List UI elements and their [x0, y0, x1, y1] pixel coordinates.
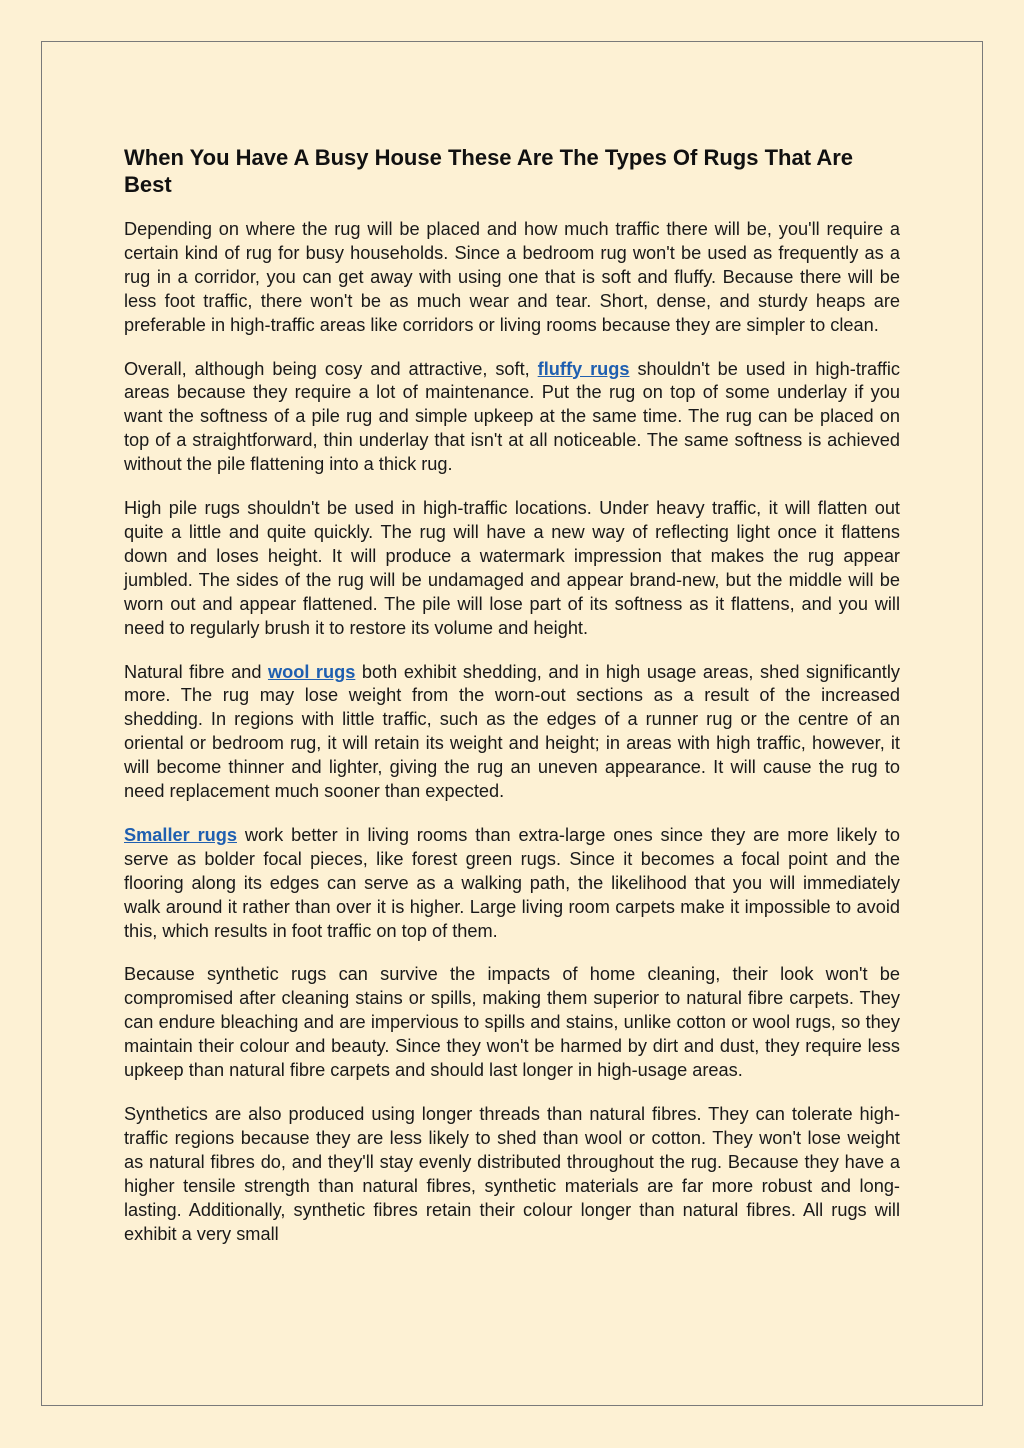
paragraph-6: Because synthetic rugs can survive the impacts of home cleaning, their look won't be compromised after cleaning stains or spills, making them superior to natural fibre carpets. They can endure bleaching and are impervious to spills and stains, unlike cotton or wool rugs, so they maintain their colour and beauty. Since they won't be harmed by dirt and dust, they require less upkeep than natural fibre carpets and should last longer in high-usage areas. [124, 964, 900, 1081]
smaller-rugs-link[interactable]: Smaller rugs [124, 824, 237, 845]
paragraph-2 [124, 358, 900, 478]
paragraph-7: Synthetics are also produced using longer threads than natural fibres. They can tolerate high-traffic regions because they are less likely to shed than wool or cotton. They won't lose weight as natural fibres do, and they'll stay evenly distributed throughout the rug. Because they have a higher tensile strength than natural fibres, synthetic materials are far more robust and long-lasting. Additionally, synthetic fibres retain their colour longer than natural fibres. All rugs will exhibit a very small [124, 1104, 900, 1244]
document-title: When You Have A Busy House These Are The Types Of Rugs That Are Best [124, 145, 853, 197]
wool-rugs-link[interactable]: wool rugs [267, 661, 356, 682]
paragraph-1: Depending on where the rug will be placed and how much traffic there will be, you'll require a certain kind of rug for busy households. Since a bedroom rug won't be used as frequently as a rug in a corridor, you can get away with using one that is soft and fluffy. Because there will be less foot traffic, there won't be as much wear and tear. Short, dense, and sturdy heaps are preferable in high-traffic areas like corridors or living rooms because they are simpler to clean. [124, 219, 900, 335]
document-body [124, 144, 900, 1266]
paragraph-3: High pile rugs shouldn't be used in high-traffic locations. Under heavy traffic, it will flatten out quite a little and quite quickly. The rug will have a new way of reflecting light once it flattens down and loses height. It will produce a watermark impression that makes the rug appear jumbled. The sides of the rug will be undamaged and appear brand-new, but the middle will be worn out and appear flattened. The pile will lose part of its softness as it flattens, and you will need to regularly brush it to restore its volume and height. [124, 498, 900, 638]
paragraph-5 [124, 824, 900, 944]
paragraph-4-text-before: Natural fibre and [124, 661, 268, 682]
paragraph-2-text-before: Overall, although being cosy and attractive, soft, [124, 358, 538, 379]
fluffy-rugs-link[interactable]: fluffy rugs [537, 358, 630, 379]
paragraph-5-text-after: work better in living rooms than extra-large ones since they are more likely to serve as bolder focal pieces, like forest green rugs. Since it becomes a focal point and the flooring along its edges can serve as a walking path, the likelihood that you will immediately walk around it rather than over it is higher. Large living room carpets make it impossible to avoid this, which results in foot traffic on top of them. [124, 824, 900, 941]
paragraph-2-text-after: shouldn't be used in high-traffic areas because they require a lot of maintenance. Put the rug on top of some underlay if you want the softness of a pile rug and simple upkeep at the same time. The rug can be placed on top of a straightforward, thin underlay that isn't at all noticeable. The same softness is achieved without the pile flattening into a thick rug. [124, 358, 900, 475]
paragraph-4 [124, 661, 900, 804]
paragraph-4-text-after: both exhibit shedding, and in high usage areas, shed significantly more. The rug may lose weight from the worn-out sections as a result of the increased shedding. In regions with little traffic, such as the edges of a runner rug or the centre of an oriental or bedroom rug, it will retain its weight and height; in areas with high traffic, however, it will become thinner and lighter, giving the rug an uneven appearance. It will cause the rug to need replacement much sooner than expected. [124, 661, 900, 802]
